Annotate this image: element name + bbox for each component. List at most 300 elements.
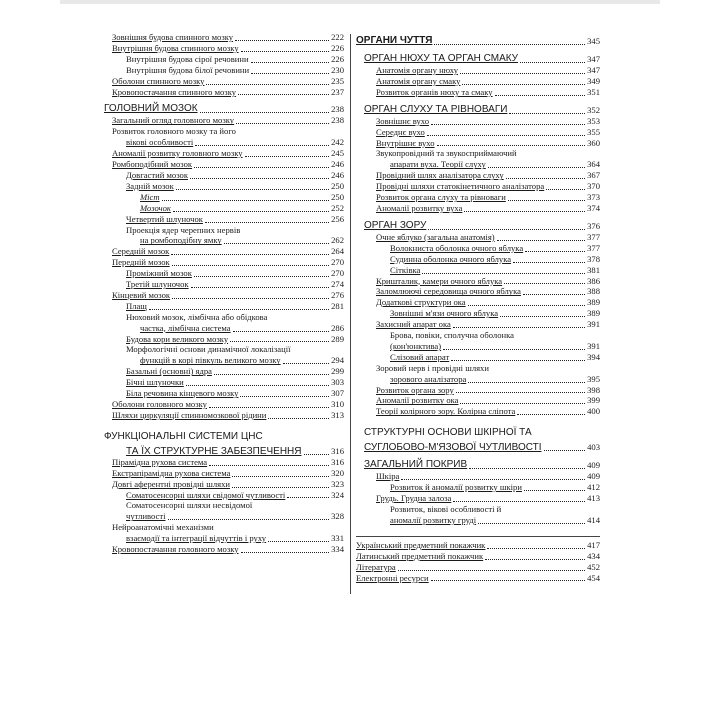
dot-leader [191, 286, 330, 288]
toc-entry-title: Захисний апарат ока [376, 319, 451, 330]
toc-entry [104, 137, 344, 148]
toc-page-number: 355 [587, 126, 600, 137]
toc-page-number: 245 [331, 148, 344, 159]
toc-entry [104, 279, 344, 290]
toc-entry [104, 312, 344, 323]
toc-entry-title: Шляхи циркуляції спинномозкової рідини [112, 409, 267, 420]
dot-leader [506, 177, 585, 179]
toc-page-number: 294 [331, 355, 344, 366]
toc-entry [104, 399, 344, 410]
toc-entry [356, 232, 600, 243]
toc-page-number: 374 [587, 202, 600, 213]
dot-leader [443, 348, 585, 350]
toc-entry [104, 334, 344, 345]
toc-entry [104, 225, 344, 236]
toc-page-number: 370 [587, 181, 600, 192]
toc-entry [104, 410, 344, 421]
toc-entry-title: Міст [140, 191, 160, 202]
toc-page-number: 331 [331, 533, 344, 544]
toc-page-number: 347 [587, 65, 600, 75]
toc-entry-title: Розвиток органа слуху та рівноваги [376, 192, 506, 203]
toc-entry [356, 482, 600, 493]
toc-page-number: 274 [331, 279, 344, 290]
toc-entry-title: (кон'юнктива) [390, 340, 442, 351]
toc-page-number: 353 [587, 115, 600, 126]
toc-entry [356, 243, 600, 254]
toc-entry [104, 457, 344, 468]
toc-entry-title: ОРГАН НЮХУ ТА ОРГАН СМАКУ [364, 53, 519, 64]
toc-entry-title: Бічні шлуночки [126, 377, 184, 388]
dot-leader [460, 402, 585, 404]
toc-entry-title: Провідні шляхи статокінетичного аналізатора [376, 181, 545, 192]
toc-page-number: 454 [587, 572, 600, 583]
dot-leader [230, 340, 329, 342]
toc-right-column [356, 32, 600, 583]
toc-page-number: 389 [587, 308, 600, 319]
toc-entry [104, 203, 344, 214]
toc-entry [104, 192, 344, 203]
dot-leader [149, 308, 329, 310]
toc-entry-title: Очне яблуко (загальна анатомія) [376, 231, 495, 242]
toc-entry-title: Судинна оболонка очного яблука [390, 253, 512, 264]
toc-page-number: 351 [587, 86, 600, 97]
toc-entry-title: Аномалії розвитку ока [376, 395, 459, 406]
dot-leader [172, 297, 329, 299]
dot-leader [190, 177, 329, 179]
toc-entry [356, 406, 600, 417]
toc-entry-title: Література [356, 561, 396, 572]
toc-entry [104, 522, 344, 533]
dot-leader [401, 478, 585, 480]
toc-entry [356, 297, 600, 308]
toc-page-number: 352 [587, 104, 600, 115]
toc-entry-title: Внутрішня будова спинного мозку [112, 42, 239, 53]
toc-entry-title: аномалії розвитку груді [390, 514, 477, 525]
toc-entry-title: Аномалії розвитку головного мозку [112, 148, 243, 159]
toc-page-number: 316 [331, 445, 344, 456]
toc-entry-title: СУГЛОБОВО-М'ЯЗОВОЇ ЧУТЛИВОСТІ [364, 442, 542, 454]
toc-entry-title: Оболони головного мозку [112, 399, 207, 409]
toc-entry-title: Мозочок [140, 202, 171, 213]
toc-entry-title: Розвиток органа зору [376, 384, 454, 395]
dot-leader [508, 199, 585, 201]
dot-leader [283, 362, 330, 364]
toc-page-number: 414 [587, 514, 600, 525]
toc-page-number: 417 [587, 539, 600, 550]
dot-leader [235, 39, 329, 41]
dot-leader [194, 275, 329, 277]
toc-entry-title: чутливості [126, 511, 166, 522]
dot-leader [268, 417, 329, 419]
toc-entry [356, 65, 600, 76]
toc-page-number: 313 [331, 409, 344, 420]
toc-entry [356, 76, 600, 87]
toc-page-number: 452 [587, 561, 600, 572]
toc-page-number: 398 [587, 384, 600, 395]
toc-entry [104, 148, 344, 159]
spacer [356, 417, 600, 423]
toc-entry-title: ОРГАНИ ЧУТТЯ [356, 35, 433, 46]
toc-entry-title: Заломлюючі середовища очного яблука [376, 286, 521, 297]
toc-page-number: 389 [587, 297, 600, 308]
toc-entry [356, 116, 600, 127]
dot-leader [232, 486, 329, 488]
toc-entry-title: Розвиток органів нюху та смаку [376, 86, 493, 97]
toc-entry [104, 301, 344, 312]
spacer [356, 98, 600, 101]
toc-page-number: 386 [587, 275, 600, 286]
toc-entry [104, 533, 344, 544]
spacer [356, 214, 600, 217]
dot-leader [268, 540, 329, 542]
toc-entry [356, 192, 600, 203]
toc-entry-title: ЗАГАЛЬНИЙ ПОКРИВ [364, 459, 468, 471]
toc-entry-title: Соматосенсорні шляхи несвідомої [126, 500, 253, 511]
toc-entry [356, 308, 600, 319]
toc-page-number: 246 [331, 169, 344, 180]
dot-leader [462, 83, 585, 85]
toc-section-heading [356, 220, 600, 232]
toc-entry-title: Внутрішня будова сірої речовини [126, 53, 249, 64]
toc-entry-title: функцій в корі півкуль великого мозку [140, 355, 281, 366]
toc-entry [356, 504, 600, 515]
toc-entry [104, 115, 344, 126]
spacer [356, 526, 600, 532]
toc-entry-title: Біла речовина кінцевого мозку [126, 388, 239, 399]
toc-section-heading [356, 459, 600, 471]
dot-leader [453, 500, 585, 502]
toc-entry-title: Внутрішнє вухо [376, 137, 435, 148]
toc-page-number: 324 [331, 489, 344, 500]
toc-section-heading: ФУНКЦІОНАЛЬНІ СИСТЕМИ ЦНС [104, 430, 263, 442]
toc-entry-title: Звукопровідний та звукосприймаючий [376, 148, 517, 159]
toc-left-column [104, 32, 344, 555]
toc-entry [356, 352, 600, 363]
toc-page-number: 286 [331, 322, 344, 333]
toc-entry [356, 562, 600, 573]
toc-entry-title: Слізовий апарат [390, 351, 450, 362]
dot-leader [546, 188, 585, 190]
dot-leader [205, 221, 329, 223]
dot-leader [209, 464, 329, 466]
toc-page-number: 360 [587, 137, 600, 148]
dot-leader [509, 112, 585, 114]
toc-page-number: 226 [331, 53, 344, 64]
toc-entry [356, 127, 600, 138]
dot-leader [233, 330, 329, 332]
toc-entry-title: на ромбоподібну ямку [140, 235, 222, 246]
toc-entry-title: Зовнішня будова спинного мозку [112, 32, 234, 42]
toc-entry-title: ГОЛОВНИЙ МОЗОК [104, 103, 198, 115]
toc-entry [104, 468, 344, 479]
toc-page-number: 310 [331, 399, 344, 409]
toc-entry-title: Соматосенсорні шляхи свідомої чутливості [126, 489, 286, 500]
toc-entry [104, 246, 344, 257]
toc-entry [104, 544, 344, 555]
toc-page-number: 413 [587, 493, 600, 504]
toc-entry [356, 138, 600, 149]
toc-entry-title: Оболони спинного мозку [112, 75, 205, 86]
dot-leader [236, 122, 329, 124]
toc-entry [104, 511, 344, 522]
toc-entry [356, 493, 600, 504]
toc-entry-title: Кришталик, камери очного яблука [376, 275, 503, 286]
toc-page-number: 307 [331, 388, 344, 399]
dot-leader [460, 72, 585, 74]
toc-page-number: 391 [587, 319, 600, 330]
dot-leader [451, 359, 585, 361]
toc-entry [104, 235, 344, 246]
toc-entry [356, 573, 600, 584]
toc-entry [356, 374, 600, 385]
toc-entry [104, 76, 344, 87]
dot-leader [520, 61, 585, 63]
toc-page-number: 378 [587, 253, 600, 264]
toc-entry [104, 87, 344, 98]
toc-entry [104, 257, 344, 268]
dot-leader [427, 134, 585, 136]
toc-page-number: 270 [331, 268, 344, 279]
toc-entry [356, 159, 600, 170]
dot-leader [525, 250, 585, 252]
toc-entry-title: взаємодії та інтеграції відчуттів і руху [126, 533, 267, 544]
toc-entry-title: Базальні (основні) ядра [126, 366, 212, 377]
toc-page-number: 303 [331, 377, 344, 388]
dot-leader [431, 579, 585, 581]
toc-entry-title: Кровопостачання головного мозку [112, 544, 239, 555]
spacer [104, 421, 344, 427]
toc-section-heading [356, 442, 600, 453]
toc-page-number: 400 [587, 406, 600, 417]
toc-entry [356, 540, 600, 551]
toc-page-number: 222 [331, 32, 344, 42]
dot-leader [200, 111, 330, 113]
toc-entry-title: Ромбоподібний мозок [112, 159, 193, 170]
toc-entry-title: Довгі аферентні провідні шляхи [112, 478, 230, 489]
dot-leader [194, 166, 329, 168]
dot-leader [304, 453, 330, 455]
toc-entry-title: Розвиток й аномалії розвитку шкіри [390, 482, 522, 493]
dot-leader [238, 93, 329, 95]
toc-page-number: 320 [331, 467, 344, 478]
toc-entry-title: Зовнішні м'язи очного яблука [390, 308, 499, 319]
toc-entry-title: Задній мозок [126, 180, 174, 191]
dot-leader [504, 282, 585, 284]
toc-page-number: 395 [587, 373, 600, 384]
dot-leader [497, 239, 585, 241]
toc-page-number: 226 [331, 42, 344, 53]
toc-entry-title: Брова, повіки, сполучна оболонка [390, 330, 514, 341]
toc-page-number: 276 [331, 289, 344, 300]
toc-page-number: 434 [587, 550, 600, 561]
toc-entry [104, 43, 344, 54]
toc-section-heading [356, 104, 600, 116]
toc-entry-title: Додаткові структури ока [376, 297, 466, 308]
toc-page-number: 377 [587, 242, 600, 253]
toc-entry-title: Загальний огляд головного мозку [112, 115, 235, 126]
dot-leader [209, 406, 329, 408]
dot-leader [422, 272, 585, 274]
toc-entry-title: частка, лімбічна система [140, 322, 231, 333]
dot-leader [485, 558, 585, 560]
dot-leader [171, 253, 329, 255]
toc-entry [356, 385, 600, 396]
toc-page-number: 394 [587, 351, 600, 362]
toc-page-number: 237 [331, 86, 344, 97]
toc-entry [356, 551, 600, 562]
column-divider [350, 34, 351, 594]
toc-entry-title: ТА ЇХ СТРУКТУРНЕ ЗАБЕЗПЕЧЕННЯ [126, 445, 302, 457]
dot-leader [488, 166, 585, 168]
toc-page-number: 323 [331, 478, 344, 489]
toc-entry-title: Зоровий нерв і провідні шляхи [376, 362, 489, 373]
toc-entry-title: Електронні ресурси [356, 572, 429, 583]
dot-leader [517, 413, 585, 415]
toc-entry [356, 319, 600, 330]
toc-page-number: 381 [587, 264, 600, 275]
toc-entry-title: Грудь. Грудна залоза [376, 493, 452, 504]
toc-entry-title: Середній мозок [112, 246, 170, 257]
dot-leader [240, 395, 329, 397]
toc-entry-title: Передній мозок [112, 257, 170, 268]
toc-entry-title: Сітківка [390, 264, 421, 275]
toc-section-heading [356, 35, 600, 47]
dot-leader [434, 43, 585, 45]
toc-entry-title: Морфологічні основи динамічної локалізації [126, 344, 291, 355]
toc-entry [104, 65, 344, 76]
dot-leader [172, 264, 329, 266]
toc-entry-title: Плащ [126, 300, 147, 311]
spacer [356, 47, 600, 50]
section-rule [356, 536, 600, 537]
toc-page-number: 367 [587, 170, 600, 181]
toc-entry-title: вікові особливості [126, 137, 194, 148]
toc-page-number: 299 [331, 366, 344, 377]
dot-leader [513, 261, 585, 263]
toc-page-number: 412 [587, 482, 600, 493]
toc-entry [356, 276, 600, 287]
dot-leader [162, 199, 330, 201]
toc-page-number: 235 [331, 75, 344, 86]
toc-entry-title: Нейроанатомічні механізми [112, 522, 214, 533]
toc-page-number: 238 [331, 115, 344, 126]
dot-leader [173, 210, 329, 212]
toc-page-number: 328 [331, 511, 344, 522]
dot-leader [544, 449, 586, 451]
toc-entry [356, 87, 600, 98]
dot-leader [241, 551, 330, 553]
toc-page-number: 230 [331, 64, 344, 75]
toc-entry-title: Внутрішня будова білої речовини [126, 64, 250, 75]
toc-page-number: 252 [331, 202, 344, 213]
toc-entry [356, 471, 600, 482]
spacer [104, 97, 344, 100]
dot-leader [168, 518, 330, 520]
toc-entry [104, 366, 344, 377]
toc-entry-title: зорового аналізатора [390, 373, 467, 384]
toc-page-number: 349 [587, 75, 600, 86]
toc-entry [356, 254, 600, 265]
toc-page-number: 262 [331, 235, 344, 246]
toc-entry-title: Український предметний покажчик [356, 539, 486, 550]
toc-entry-title: Зовнішнє вухо [376, 115, 430, 126]
toc-entry-title: Латинський предметний покажчик [356, 550, 484, 561]
dot-leader [431, 123, 585, 125]
toc-entry-title: Розвиток, вікові особливості й [390, 504, 502, 514]
dot-leader [245, 155, 330, 157]
toc-page-number: 270 [331, 257, 344, 268]
dot-leader [241, 50, 329, 52]
toc-page-number: 246 [331, 159, 344, 170]
toc-entry-title: Проекція ядер черепних нервів [126, 224, 241, 235]
toc-page-number: 250 [331, 191, 344, 202]
toc-page-number: 409 [587, 471, 600, 482]
dot-leader [398, 569, 585, 571]
dot-leader [523, 293, 585, 295]
toc-entry [104, 344, 344, 355]
dot-leader [487, 547, 585, 549]
toc-entry-title: Будова кори великого мозку [126, 333, 229, 344]
dot-leader [469, 467, 585, 469]
toc-entry [356, 181, 600, 192]
dot-leader [464, 210, 585, 212]
dot-leader [456, 391, 585, 393]
toc-entry [104, 290, 344, 301]
toc-page-number: 242 [331, 137, 344, 148]
dot-leader [287, 496, 329, 498]
toc-entry [104, 479, 344, 490]
toc-entry [104, 388, 344, 399]
toc-entry-title: Середнє вухо [376, 126, 425, 137]
dot-leader [524, 489, 585, 491]
toc-page-number: 264 [331, 246, 344, 257]
toc-entry [356, 395, 600, 406]
dot-leader [437, 144, 586, 146]
toc-entry [104, 181, 344, 192]
toc-entry [104, 377, 344, 388]
toc-entry-title: Кінцевий мозок [112, 289, 171, 300]
toc-entry-title: апарати вуха. Теорії слуху [390, 159, 486, 170]
toc-page-number: 345 [587, 36, 600, 46]
dot-leader [232, 475, 329, 477]
dot-leader [251, 61, 330, 63]
toc-page-number: 391 [587, 340, 600, 351]
toc-entry [356, 148, 600, 159]
toc-page-number: 377 [587, 231, 600, 242]
dot-leader [468, 304, 585, 306]
dot-leader [214, 373, 329, 375]
toc-entry [356, 341, 600, 352]
toc-entry [104, 355, 344, 366]
toc-entry [104, 32, 344, 43]
toc-page-number: 399 [587, 395, 600, 406]
toc-page-number: 409 [587, 460, 600, 471]
toc-entry-title: Аномалії розвитку вуха [376, 202, 463, 213]
toc-page-number: 289 [331, 333, 344, 344]
toc-section-heading [104, 446, 344, 457]
toc-entry [356, 203, 600, 214]
toc-page-number: 347 [587, 54, 600, 64]
dot-leader [500, 315, 585, 317]
toc-entry-title: Волокниста оболонка очного яблука [390, 242, 524, 253]
toc-page-number: 364 [587, 159, 600, 170]
dot-leader [176, 188, 329, 190]
toc-entry [104, 490, 344, 501]
toc-entry [104, 268, 344, 279]
toc-entry-title: Четвертий шлуночок [126, 213, 203, 224]
toc-entry-title: Розвиток головного мозку та його [112, 126, 236, 137]
toc-section-heading [104, 103, 344, 115]
